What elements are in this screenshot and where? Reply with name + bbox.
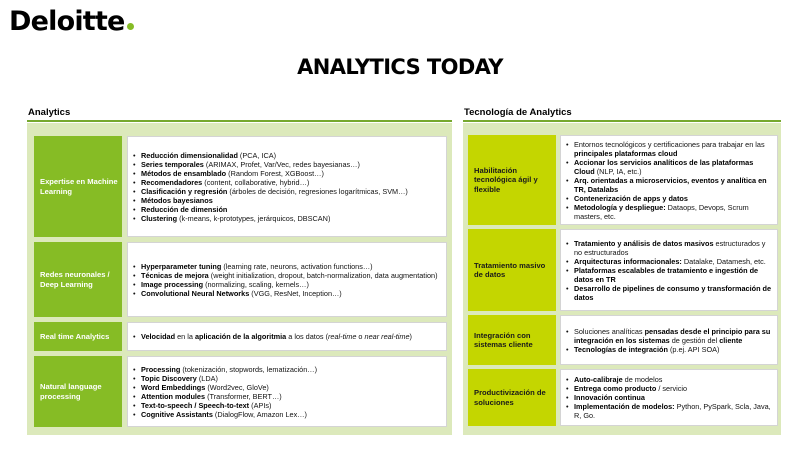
bullet-item: [565, 402, 773, 420]
row-content: [560, 229, 778, 311]
analytics-row: [34, 136, 447, 237]
bullet-text: (APIs): [249, 400, 272, 410]
bullet-text: a los datos (: [286, 332, 328, 341]
bullet-text: principales plataformas cloud: [574, 148, 678, 158]
bullet-item: [565, 140, 773, 158]
row-label: Productivización de soluciones: [468, 369, 556, 426]
section-divider: [463, 120, 781, 122]
bullet-text: (Word2vec, GloVe): [205, 382, 269, 392]
bullet-text: Accionar los servicios analíticos de las plataformas Cloud: [574, 157, 754, 176]
section-divider: [27, 120, 452, 122]
bullet-text: Técnicas de mejora: [141, 270, 209, 280]
bullet-text: (weight initialization, dropout, batch-normalization, data augmentation): [208, 270, 438, 280]
bullet-text: (normalizing, scaling, kernels…): [203, 279, 309, 289]
bullet-text: Clasificación y regresión: [141, 186, 228, 196]
bullet-text: (ARIMAX, Profet, Var/Vec, redes bayesianas…): [203, 159, 360, 169]
bullet-item: [565, 194, 773, 203]
bullet-item: [565, 327, 773, 345]
bullet-text: Attention modules: [141, 391, 206, 401]
bullet-item: [565, 158, 773, 176]
analytics-row: [34, 356, 447, 427]
bullet-text: Innovación continua: [574, 393, 645, 402]
bullet-text: aplicación de la algoritmia: [194, 332, 287, 341]
bullet-item: [565, 203, 773, 221]
bullet-text: Topic Discovery: [141, 373, 197, 383]
bullet-text: de gestión del: [669, 335, 720, 345]
bullet-item: [132, 374, 317, 383]
bullet-text: real-time: [328, 332, 357, 341]
row-content: [560, 315, 778, 365]
bullet-text: Datalake, Datamesh, etc.: [681, 256, 766, 266]
row-label: Expertise en Machine Learning: [34, 136, 122, 237]
bullet-text: (learning rate, neurons, activation functions…): [221, 261, 373, 271]
bullet-item: [565, 393, 773, 402]
bullet-text: near real-time: [364, 332, 410, 341]
bullet-list: [132, 262, 438, 298]
bullet-item: [565, 345, 773, 354]
bullet-text: (k-means, k-prototypes, jerárquicos, DBSCAN): [177, 213, 331, 223]
bullet-text: Contenerización de apps y datos: [574, 193, 688, 203]
bullet-item: [132, 271, 438, 280]
bullet-text: Clustering: [141, 213, 178, 223]
row-content: [560, 369, 778, 426]
analytics-section: [27, 106, 452, 122]
technology-row: [468, 315, 778, 365]
bullet-text: (p.ej. API SOA): [667, 344, 720, 354]
bullet-text: Arquitecturas informacionales:: [574, 256, 682, 266]
bullet-text: Arq. orientadas a microservicios, eventos y analítica en TR, Datalabs: [574, 175, 767, 194]
bullet-item: [565, 284, 773, 302]
row-content: [127, 356, 447, 427]
bullet-item: [132, 205, 408, 214]
bullet-text: Word Embeddings: [141, 382, 206, 392]
row-content: [127, 136, 447, 237]
row-content: [127, 242, 447, 317]
bullet-item: [132, 196, 408, 205]
bullet-list: [565, 239, 773, 302]
technology-section: [463, 106, 781, 122]
bullet-item: [132, 365, 317, 374]
bullet-text: Metodología y despliegue:: [574, 202, 666, 212]
bullet-item: [565, 266, 773, 284]
technology-row: [468, 229, 778, 311]
bullet-text: (Random Forest, XGBoost…): [226, 168, 324, 178]
bullet-text: (content, collaborative, hybrid…): [202, 177, 310, 187]
bullet-text: Implementación de modelos:: [574, 402, 675, 411]
bullet-text: Series temporales: [141, 159, 204, 169]
technology-row: [468, 135, 778, 225]
bullet-item: [132, 151, 408, 160]
analytics-row: [34, 322, 447, 351]
bullet-text: Reducción de dimensión: [141, 204, 228, 214]
technology-panel: [463, 123, 781, 435]
bullet-list: [565, 140, 773, 221]
bullet-item: [565, 257, 773, 266]
bullet-item: [132, 410, 317, 419]
bullet-text: Entrega como producto: [574, 384, 657, 393]
bullet-item: [132, 214, 408, 223]
bullet-list: [565, 327, 773, 354]
bullet-text: Métodos de ensamblado: [141, 168, 227, 178]
bullet-text: / servicio: [656, 384, 688, 393]
bullet-text: Velocidad: [141, 332, 176, 341]
bullet-item: [132, 401, 317, 410]
bullet-text: Desarrollo de pipelines de consumo y transformación de datos: [574, 283, 772, 302]
bullet-text: Soluciones analíticas: [574, 326, 645, 336]
bullet-text: Plataformas escalables de tratamiento e ingestión de datos en TR: [574, 265, 759, 284]
bullet-text: estructurados y no estructurados: [574, 238, 766, 257]
deloitte-logo: [9, 6, 134, 42]
bullet-text: (tokenización, stopwords, lematización…): [180, 364, 318, 374]
bullet-item: [132, 332, 412, 341]
bullet-text: Hyperparameter tuning: [141, 261, 222, 271]
bullet-item: [132, 280, 438, 289]
analytics-section-title: Analytics: [28, 107, 71, 118]
bullet-text: Recomendadores: [141, 177, 203, 187]
bullet-text: Image processing: [141, 279, 204, 289]
bullet-item: [132, 383, 317, 392]
bullet-text: Dataops, Devops, Scrum masters, etc.: [574, 202, 749, 221]
bullet-item: [132, 178, 408, 187]
analytics-row: [34, 242, 447, 317]
bullet-list: [132, 151, 408, 223]
row-content: [127, 322, 447, 351]
bullet-item: [132, 187, 408, 196]
row-label: Tratamiento masivo de datos: [468, 229, 556, 311]
bullet-item: [565, 176, 773, 194]
bullet-text: de modelos: [622, 375, 663, 384]
bullet-text: Python, PySpark, Scla, Java, R, Go.: [574, 402, 771, 420]
bullet-item: [132, 262, 438, 271]
bullet-item: [565, 239, 773, 257]
bullet-text: (árboles de decisión, regresiones logarítmicas, SVM…): [227, 186, 408, 196]
bullet-text: o: [356, 332, 365, 341]
bullet-text: Auto-calibraje: [574, 375, 623, 384]
bullet-text: (NLP, IA, etc.): [594, 166, 642, 176]
page-title: ANALYTICS TODAY: [297, 55, 503, 79]
bullet-list: [565, 375, 773, 420]
bullet-text: Cognitive Assistants: [141, 409, 213, 419]
bullet-item: [565, 375, 773, 384]
bullet-text: Reducción dimensionalidad: [141, 150, 238, 160]
bullet-text: Entornos tecnológicos y certificaciones para trabajar en las: [574, 139, 765, 149]
bullet-list: [132, 365, 317, 419]
bullet-item: [132, 289, 438, 298]
row-label: Real time Analytics: [34, 322, 122, 351]
row-label: Integración con sistemas cliente: [468, 315, 556, 365]
bullet-text: Tratamiento y análisis de datos masivos: [574, 238, 714, 248]
bullet-text: cliente: [719, 335, 743, 345]
bullet-text: en la: [175, 332, 195, 341]
bullet-text: (PCA, ICA): [237, 150, 277, 160]
bullet-item: [132, 392, 317, 401]
row-content: [560, 135, 778, 225]
bullet-text: Tecnologías de integración: [574, 344, 668, 354]
bullet-text: (Transformer, BERT…): [205, 391, 282, 401]
technology-section-title: Tecnología de Analytics: [464, 107, 572, 118]
bullet-text: Processing: [141, 364, 181, 374]
logo-dot-icon: [127, 23, 134, 30]
technology-row: [468, 369, 778, 426]
bullet-text: pensadas desde el principio para su integración en los sistemas: [574, 326, 771, 345]
analytics-panel: [27, 123, 452, 435]
bullet-text: ): [409, 332, 412, 341]
row-label: Natural language processing: [34, 356, 122, 427]
bullet-text: (LDA): [196, 373, 218, 383]
bullet-item: [132, 169, 408, 178]
bullet-text: Convolutional Neural Networks: [141, 288, 250, 298]
bullet-item: [565, 384, 773, 393]
bullet-list: [132, 332, 412, 341]
bullet-text: (VGG, ResNet, Inception…): [249, 288, 342, 298]
bullet-text: Text-to-speech / Speech-to-text: [141, 400, 250, 410]
bullet-text: (DialogFlow, Amazon Lex…): [212, 409, 307, 419]
bullet-text: Métodos bayesianos: [141, 195, 213, 205]
row-label: Redes neuronales / Deep Learning: [34, 242, 122, 317]
logo-text: Deloitte: [9, 6, 125, 37]
bullet-item: [132, 160, 408, 169]
row-label: Habilitación tecnológica ágil y flexible: [468, 135, 556, 225]
